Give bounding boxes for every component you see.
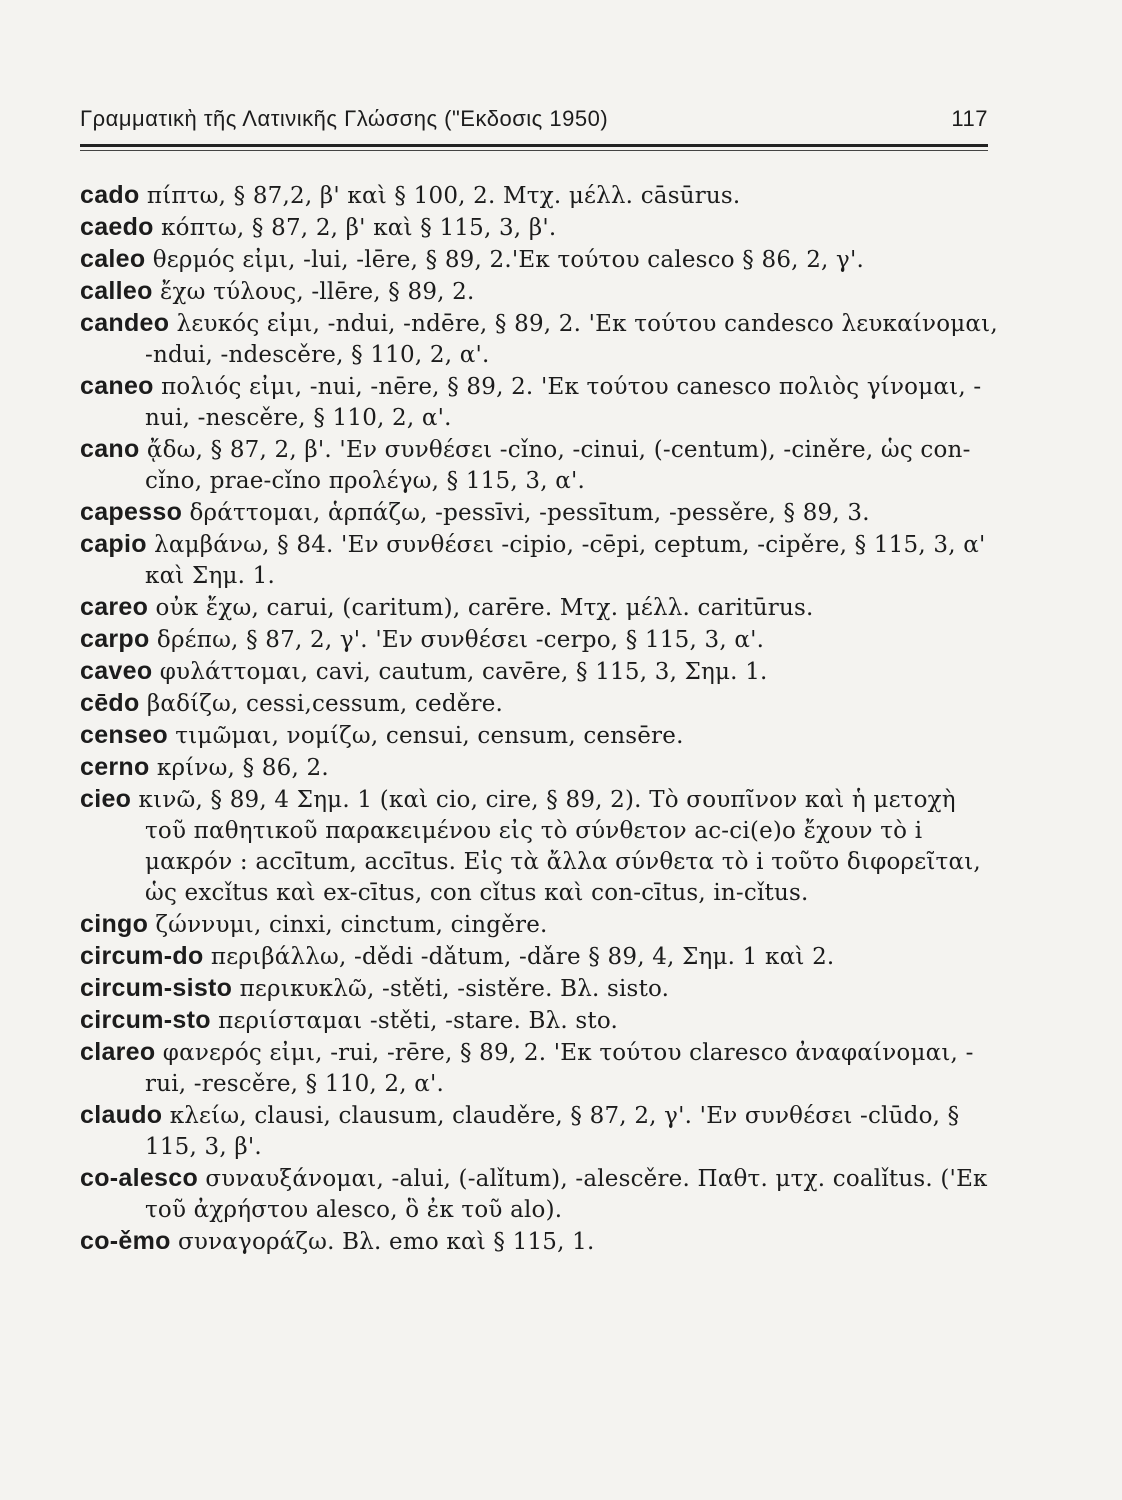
dictionary-entry — [80, 973, 1000, 1005]
headword: circum-sto — [80, 1006, 211, 1034]
headword: claudo — [80, 1101, 163, 1129]
page-number: 117 — [951, 106, 988, 131]
dictionary-entry — [80, 244, 1000, 276]
definition: συναυξάνομαι, -alui, (-alǐtum), -alescěre. Παθτ. μτχ. coalǐtus. ('Εκ τοῦ ἀχρήστου alesco, ὃ ἐκ τοῦ alo). — [145, 1166, 988, 1223]
headword: circum-sisto — [80, 974, 233, 1002]
definition: κόπτω, § 87, 2, β' καὶ § 115, 3, β'. — [161, 215, 557, 241]
headword: circum-do — [80, 942, 204, 970]
definition: περικυκλῶ, -stěti, -sistěre. Βλ. sisto. — [239, 976, 670, 1002]
dictionary-entry — [80, 529, 1000, 592]
dictionary-entry — [80, 656, 1000, 688]
definition: λαμβάνω, § 84. 'Εν συνθέσει -cipio, -cēpi, ceptum, -cipěre, § 115, 3, α' καὶ Σημ. 1. — [145, 532, 986, 589]
definition: λευκός εἰμι, -ndui, -ndēre, § 89, 2. 'Εκ τούτου candesco λευκαίνομαι, -ndui, -ndescěre, § 110, 2, α'. — [145, 311, 998, 368]
definition: πίπτω, § 87,2, β' καὶ § 100, 2. Μτχ. μέλλ. cāsūrus. — [146, 183, 741, 209]
headword: cado — [80, 181, 140, 209]
headword: cingo — [80, 910, 149, 938]
dictionary-entry — [80, 371, 1000, 434]
definition: φυλάττομαι, cavi, cautum, cavēre, § 115, 3, Σημ. 1. — [159, 659, 768, 685]
definition: ἔχω τύλους, -llēre, § 89, 2. — [160, 279, 475, 305]
dictionary-entry — [80, 1100, 1000, 1163]
headword: careo — [80, 593, 149, 621]
header-rule — [80, 144, 988, 147]
dictionary-entries — [80, 180, 1000, 1258]
running-header — [80, 106, 988, 132]
headword: caneo — [80, 372, 154, 400]
definition: βαδίζω, cessi,cessum, ceděre. — [146, 691, 504, 717]
headword: censeo — [80, 721, 168, 749]
headword: caveo — [80, 657, 153, 685]
headword: caedo — [80, 213, 154, 241]
headword: cerno — [80, 753, 150, 781]
headword: co-alesco — [80, 1164, 199, 1192]
dictionary-entry — [80, 909, 1000, 941]
dictionary-entry — [80, 720, 1000, 752]
definition: φανερός εἰμι, -rui, -rēre, § 89, 2. 'Εκ τούτου claresco ἀναφαίνομαι, -rui, -rescěre, § 110, 2, α'. — [145, 1040, 974, 1097]
dictionary-entry — [80, 212, 1000, 244]
headword: calleo — [80, 277, 153, 305]
definition: δράττομαι, ἁρπάζω, -pessīvi, -pessītum, -pessěre, § 89, 3. — [189, 500, 870, 526]
dictionary-entry — [80, 308, 1000, 371]
headword: carpo — [80, 625, 150, 653]
definition: ᾄδω, § 87, 2, β'. 'Εν συνθέσει -cǐno, -cinui, (-centum), -ciněre, ὡς con- cǐno, prae-cǐno προλέγω, § 115, 3, α'. — [145, 437, 971, 494]
header-title: Γραμματικὴ τῆς Λατινικῆς Γλώσσης ("Εκδοσις 1950) — [80, 106, 609, 131]
definition: περιίσταμαι -stěti, -stare. Βλ. sto. — [218, 1008, 618, 1034]
dictionary-entry — [80, 1005, 1000, 1037]
dictionary-entry — [80, 1163, 1000, 1226]
definition: κρίνω, § 86, 2. — [156, 755, 329, 781]
dictionary-entry — [80, 1037, 1000, 1100]
headword: candeo — [80, 309, 170, 337]
definition: δρέπω, § 87, 2, γ'. 'Εν συνθέσει -cerpo, § 115, 3, α'. — [156, 627, 765, 653]
headword: cieo — [80, 785, 132, 813]
dictionary-entry — [80, 497, 1000, 529]
definition: συναγοράζω. Βλ. emo καὶ § 115, 1. — [178, 1229, 595, 1255]
definition: ζώννυμι, cinxi, cinctum, cingěre. — [155, 912, 548, 938]
dictionary-entry — [80, 624, 1000, 656]
definition: κινῶ, § 89, 4 Σημ. 1 (καὶ cio, cire, § 89, 2). Τὸ σουπῖνον καὶ ἡ μετοχὴ τοῦ παθητικοῦ παρακειμένου εἰς τὸ σύνθετον ac-ci(e)o ἔχουν τὸ i μακρόν : accītum, accītus. Εἰς τὰ ἄλλα σύνθετα τὸ i τοῦτο διφορεῖται, ὡς excǐtus καὶ ex-cītus, con cǐtus καὶ con-cītus, in-cǐtus. — [138, 787, 981, 906]
headword: clareo — [80, 1038, 156, 1066]
header-rule-thin — [80, 150, 988, 151]
headword: capesso — [80, 498, 183, 526]
dictionary-entry — [80, 688, 1000, 720]
headword: co-ěmo — [80, 1227, 171, 1255]
headword: cēdo — [80, 689, 140, 717]
headword: caleo — [80, 245, 146, 273]
dictionary-entry — [80, 1226, 1000, 1258]
headword: cano — [80, 435, 140, 463]
definition: οὐκ ἔχω, carui, (caritum), carēre. Μτχ. μέλλ. caritūrus. — [155, 595, 814, 621]
headword: capio — [80, 530, 147, 558]
dictionary-entry — [80, 434, 1000, 497]
dictionary-entry — [80, 180, 1000, 212]
dictionary-entry — [80, 752, 1000, 784]
definition: κλείω, clausi, clausum, clauděre, § 87, 2, γ'. 'Εν συνθέσει -clūdo, § 115, 3, β'. — [145, 1103, 960, 1160]
definition: περιβάλλω, -dědi -dǎtum, -dǎre § 89, 4, Σημ. 1 καὶ 2. — [210, 944, 835, 970]
dictionary-entry — [80, 276, 1000, 308]
dictionary-entry — [80, 784, 1000, 909]
definition: τιμῶμαι, νομίζω, censui, censum, censēre. — [175, 723, 684, 749]
definition: θερμός εἰμι, -lui, -lēre, § 89, 2.'Εκ τούτου calesco § 86, 2, γ'. — [152, 247, 865, 273]
dictionary-entry — [80, 941, 1000, 973]
dictionary-entry — [80, 592, 1000, 624]
definition: πολιός εἰμι, -nui, -nēre, § 89, 2. 'Εκ τούτου canesco πολιὸς γίνομαι, -nui, -nescěre, § 110, 2, α'. — [145, 374, 982, 431]
